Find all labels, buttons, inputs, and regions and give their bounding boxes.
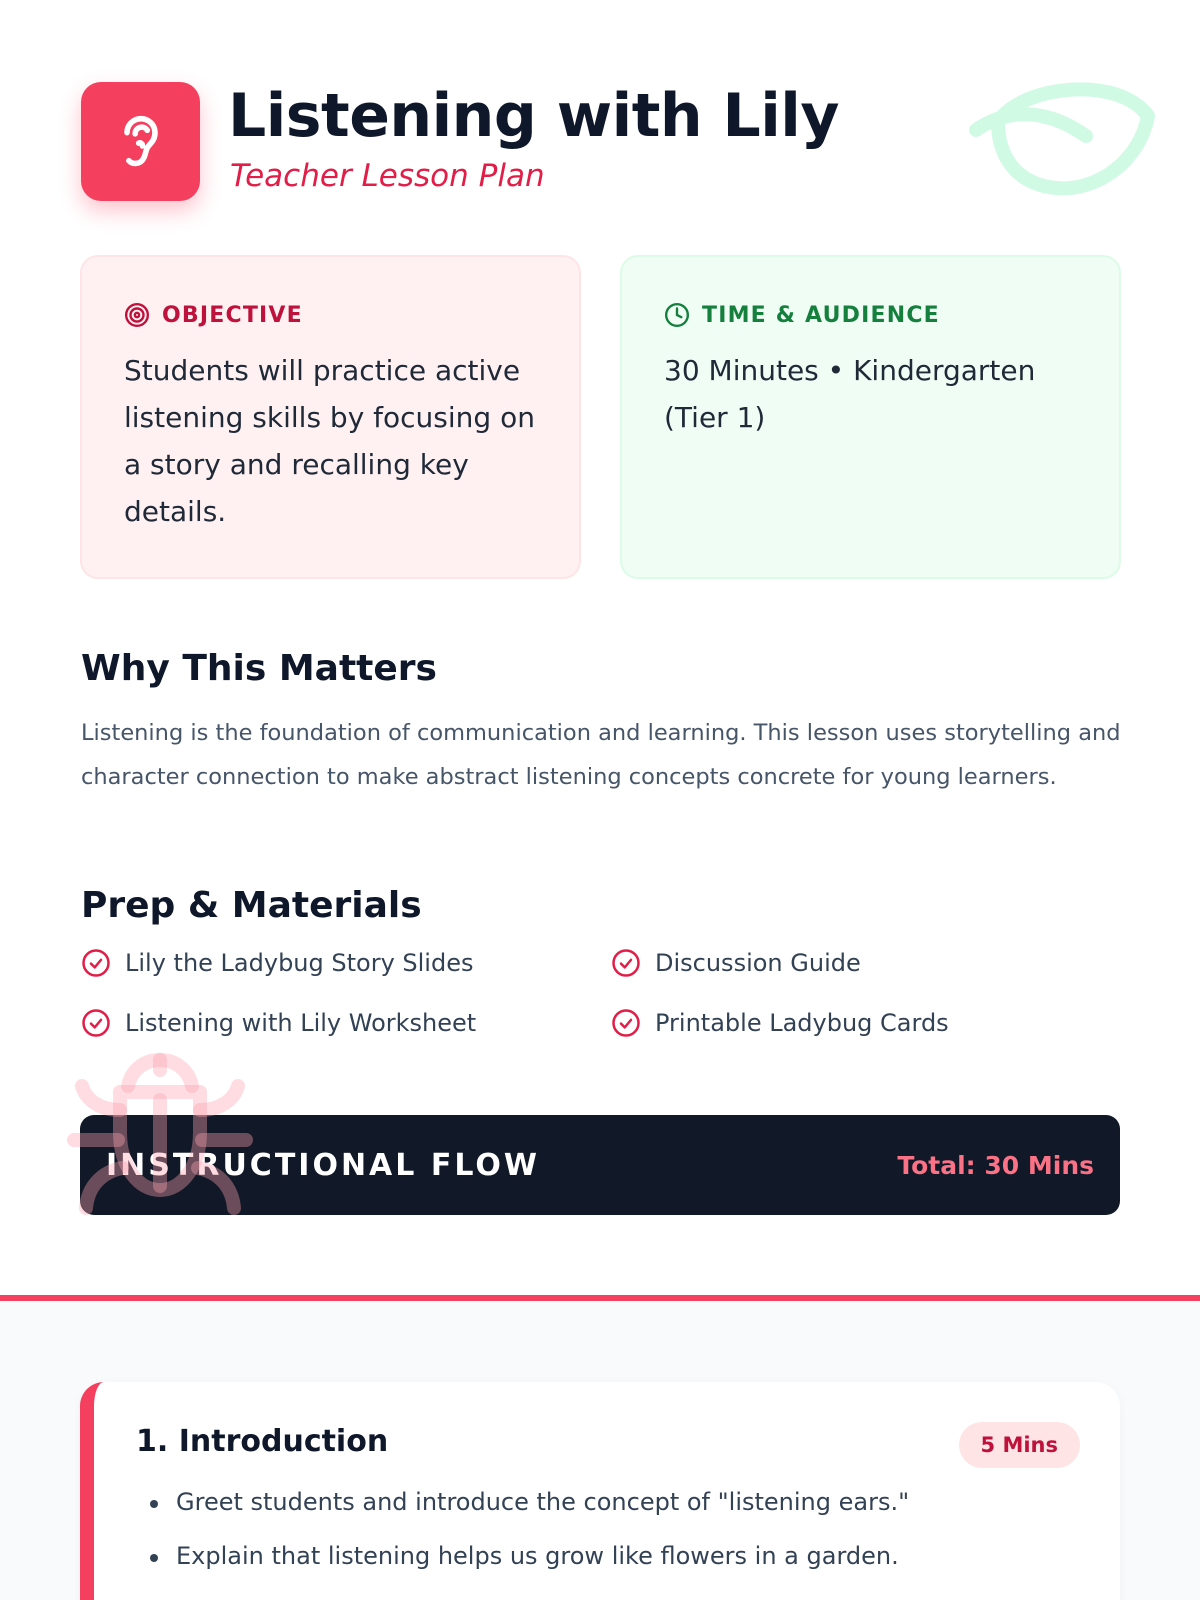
check-circle-icon (81, 1008, 111, 1038)
step-bullet: Greet students and introduce the concept of "listening ears." (150, 1488, 909, 1542)
clock-icon (664, 302, 690, 328)
material-label: Lily the Ladybug Story Slides (125, 949, 474, 977)
material-label: Listening with Lily Worksheet (125, 1009, 477, 1037)
objective-card (80, 255, 581, 579)
page-subtitle: Teacher Lesson Plan (230, 158, 545, 194)
page-title: Listening with Lily (228, 81, 839, 151)
ladybug-icon (60, 1040, 260, 1220)
step-bullet: Explain that listening helps us grow like flowers in a garden. (150, 1542, 909, 1596)
material-item (81, 948, 473, 978)
check-circle-icon (81, 948, 111, 978)
objective-label (124, 297, 539, 333)
prep-heading: Prep & Materials (81, 885, 422, 926)
material-label: Discussion Guide (655, 949, 861, 977)
material-item (611, 1008, 949, 1038)
objective-label-text: OBJECTIVE (162, 302, 303, 328)
material-item (611, 948, 861, 978)
check-circle-icon (611, 1008, 641, 1038)
app-logo (81, 82, 200, 201)
step-title: 1. Introduction (136, 1424, 389, 1459)
target-icon (124, 302, 150, 328)
time-audience-text: 30 Minutes • Kindergarten (Tier 1) (664, 354, 1036, 434)
time-audience-label (664, 297, 1079, 333)
time-audience-label-text: TIME & AUDIENCE (702, 302, 940, 328)
ear-icon (113, 109, 169, 175)
flow-total: Total: 30 Mins (897, 1150, 1094, 1180)
check-circle-icon (611, 948, 641, 978)
material-item (81, 1008, 476, 1038)
material-label: Printable Ladybug Cards (655, 1009, 949, 1037)
leaf-icon (968, 74, 1158, 198)
step-card-introduction (80, 1382, 1120, 1600)
why-body: Listening is the foundation of communication and learning. This lesson uses storytelling and character connection to make abstract listening concepts concrete for young learners. (81, 720, 1121, 790)
duration-badge: 5 Mins (959, 1422, 1080, 1468)
flow-title: INSTRUCTIONAL FLOW (106, 1147, 540, 1183)
time-audience-card (620, 255, 1121, 579)
why-heading: Why This Matters (81, 648, 437, 689)
objective-text: Students will practice active listening skills by focusing on a story and recalling key details. (124, 354, 535, 528)
step-bullet-list (150, 1488, 909, 1596)
